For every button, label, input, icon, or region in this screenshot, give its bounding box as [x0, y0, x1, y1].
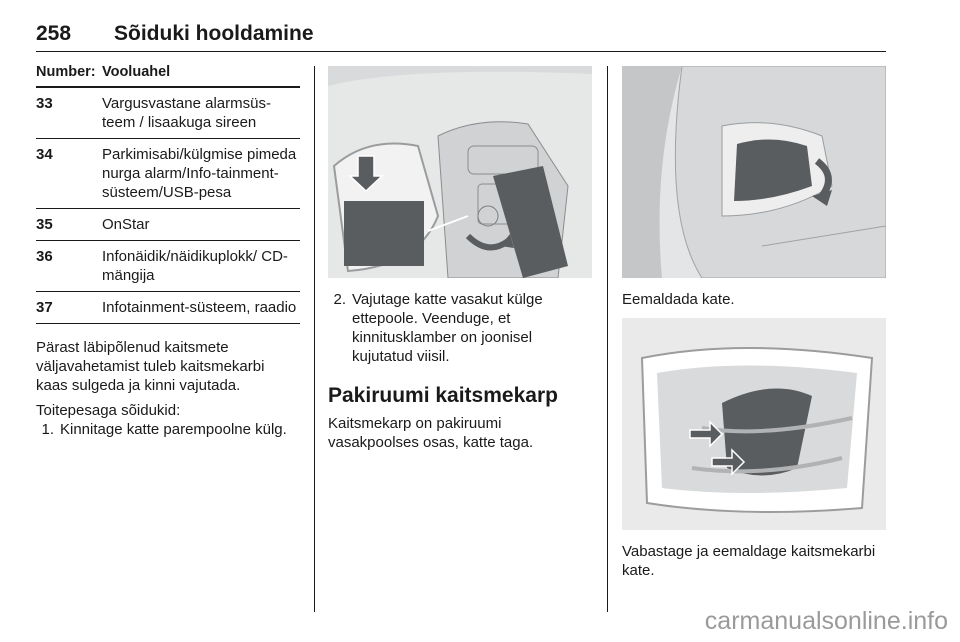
- column-2-text: [328, 290, 594, 452]
- step-number: 1.: [41, 421, 54, 438]
- fuse-table-row: [36, 209, 300, 241]
- fuse-table-row: [36, 292, 300, 324]
- paragraph-trunk-fuse-box: Kaitsmekarp on pakiruumi vasakpoolses osas, katte taga.: [328, 415, 534, 451]
- page-header: [36, 20, 886, 52]
- watermark: carmanualsonline.info: [704, 607, 948, 635]
- fuse-table-row: [36, 139, 300, 209]
- paragraph-fuse-replacement: Pärast läbipõlenud kaitsmete väljavahetamist tuleb kaitsmekarbi kaas sulgeda ja kinni vajutada.: [36, 339, 265, 394]
- page-number: 258: [36, 22, 72, 45]
- list-item-step-1: [36, 420, 300, 439]
- list-item-step-2: [328, 290, 594, 366]
- paragraph-power-outlet: Toitepesaga sõidukid:: [36, 402, 181, 419]
- fuse-table-row: [36, 241, 300, 292]
- figure-trunk-cover: [622, 66, 886, 278]
- column-divider-2: [607, 66, 608, 612]
- section-heading: Pakiruumi kaitsmekarp: [328, 384, 558, 407]
- fuse-table-col-circuit: Vooluahel: [102, 64, 171, 80]
- fuse-circuit: OnStar: [102, 216, 150, 233]
- column-1: [36, 64, 300, 439]
- step-text: Vajutage katte vasakut külge ettepoole. Veenduge, et kinnitusklamber on joonisel kujutatud viisil.: [352, 291, 543, 365]
- fuse-circuit: Infotainment-süsteem, raadio: [102, 299, 297, 316]
- fuse-circuit: Vargusvastane alarmsüs-teem / lisaakuga sireen: [102, 95, 271, 131]
- fuse-number: 36: [36, 248, 53, 265]
- fuse-circuit: Infonäidik/näidikuplokk/ CD-mängija: [102, 248, 288, 284]
- fuse-number: 34: [36, 146, 53, 163]
- caption-remove-cover: Eemaldada kate.: [622, 291, 735, 308]
- fuse-table-col-number: Number:: [36, 64, 96, 80]
- step-number: 2.: [333, 291, 346, 308]
- caption-release-fuse-box-cover: Vabastage ja eemaldage kaitsmekarbi kate.: [622, 543, 876, 579]
- fuse-circuit: Parkimisabi/külgmise pimeda nurga alarm/Info-tainment-süsteem/USB-pesa: [102, 146, 297, 201]
- fuse-number: 37: [36, 299, 53, 316]
- figure-fuse-box-release: [622, 318, 886, 530]
- column-divider-1: [314, 66, 315, 612]
- figure-dashboard-fuse-cover: [328, 66, 592, 278]
- step-text: Kinnitage katte parempoolne külg.: [60, 421, 287, 438]
- fuse-number: 33: [36, 95, 53, 112]
- fuse-table-row: [36, 88, 300, 139]
- fuse-table-header: [36, 64, 300, 88]
- page-title: Sõiduki hooldamine: [114, 22, 314, 45]
- fuse-number: 35: [36, 216, 53, 233]
